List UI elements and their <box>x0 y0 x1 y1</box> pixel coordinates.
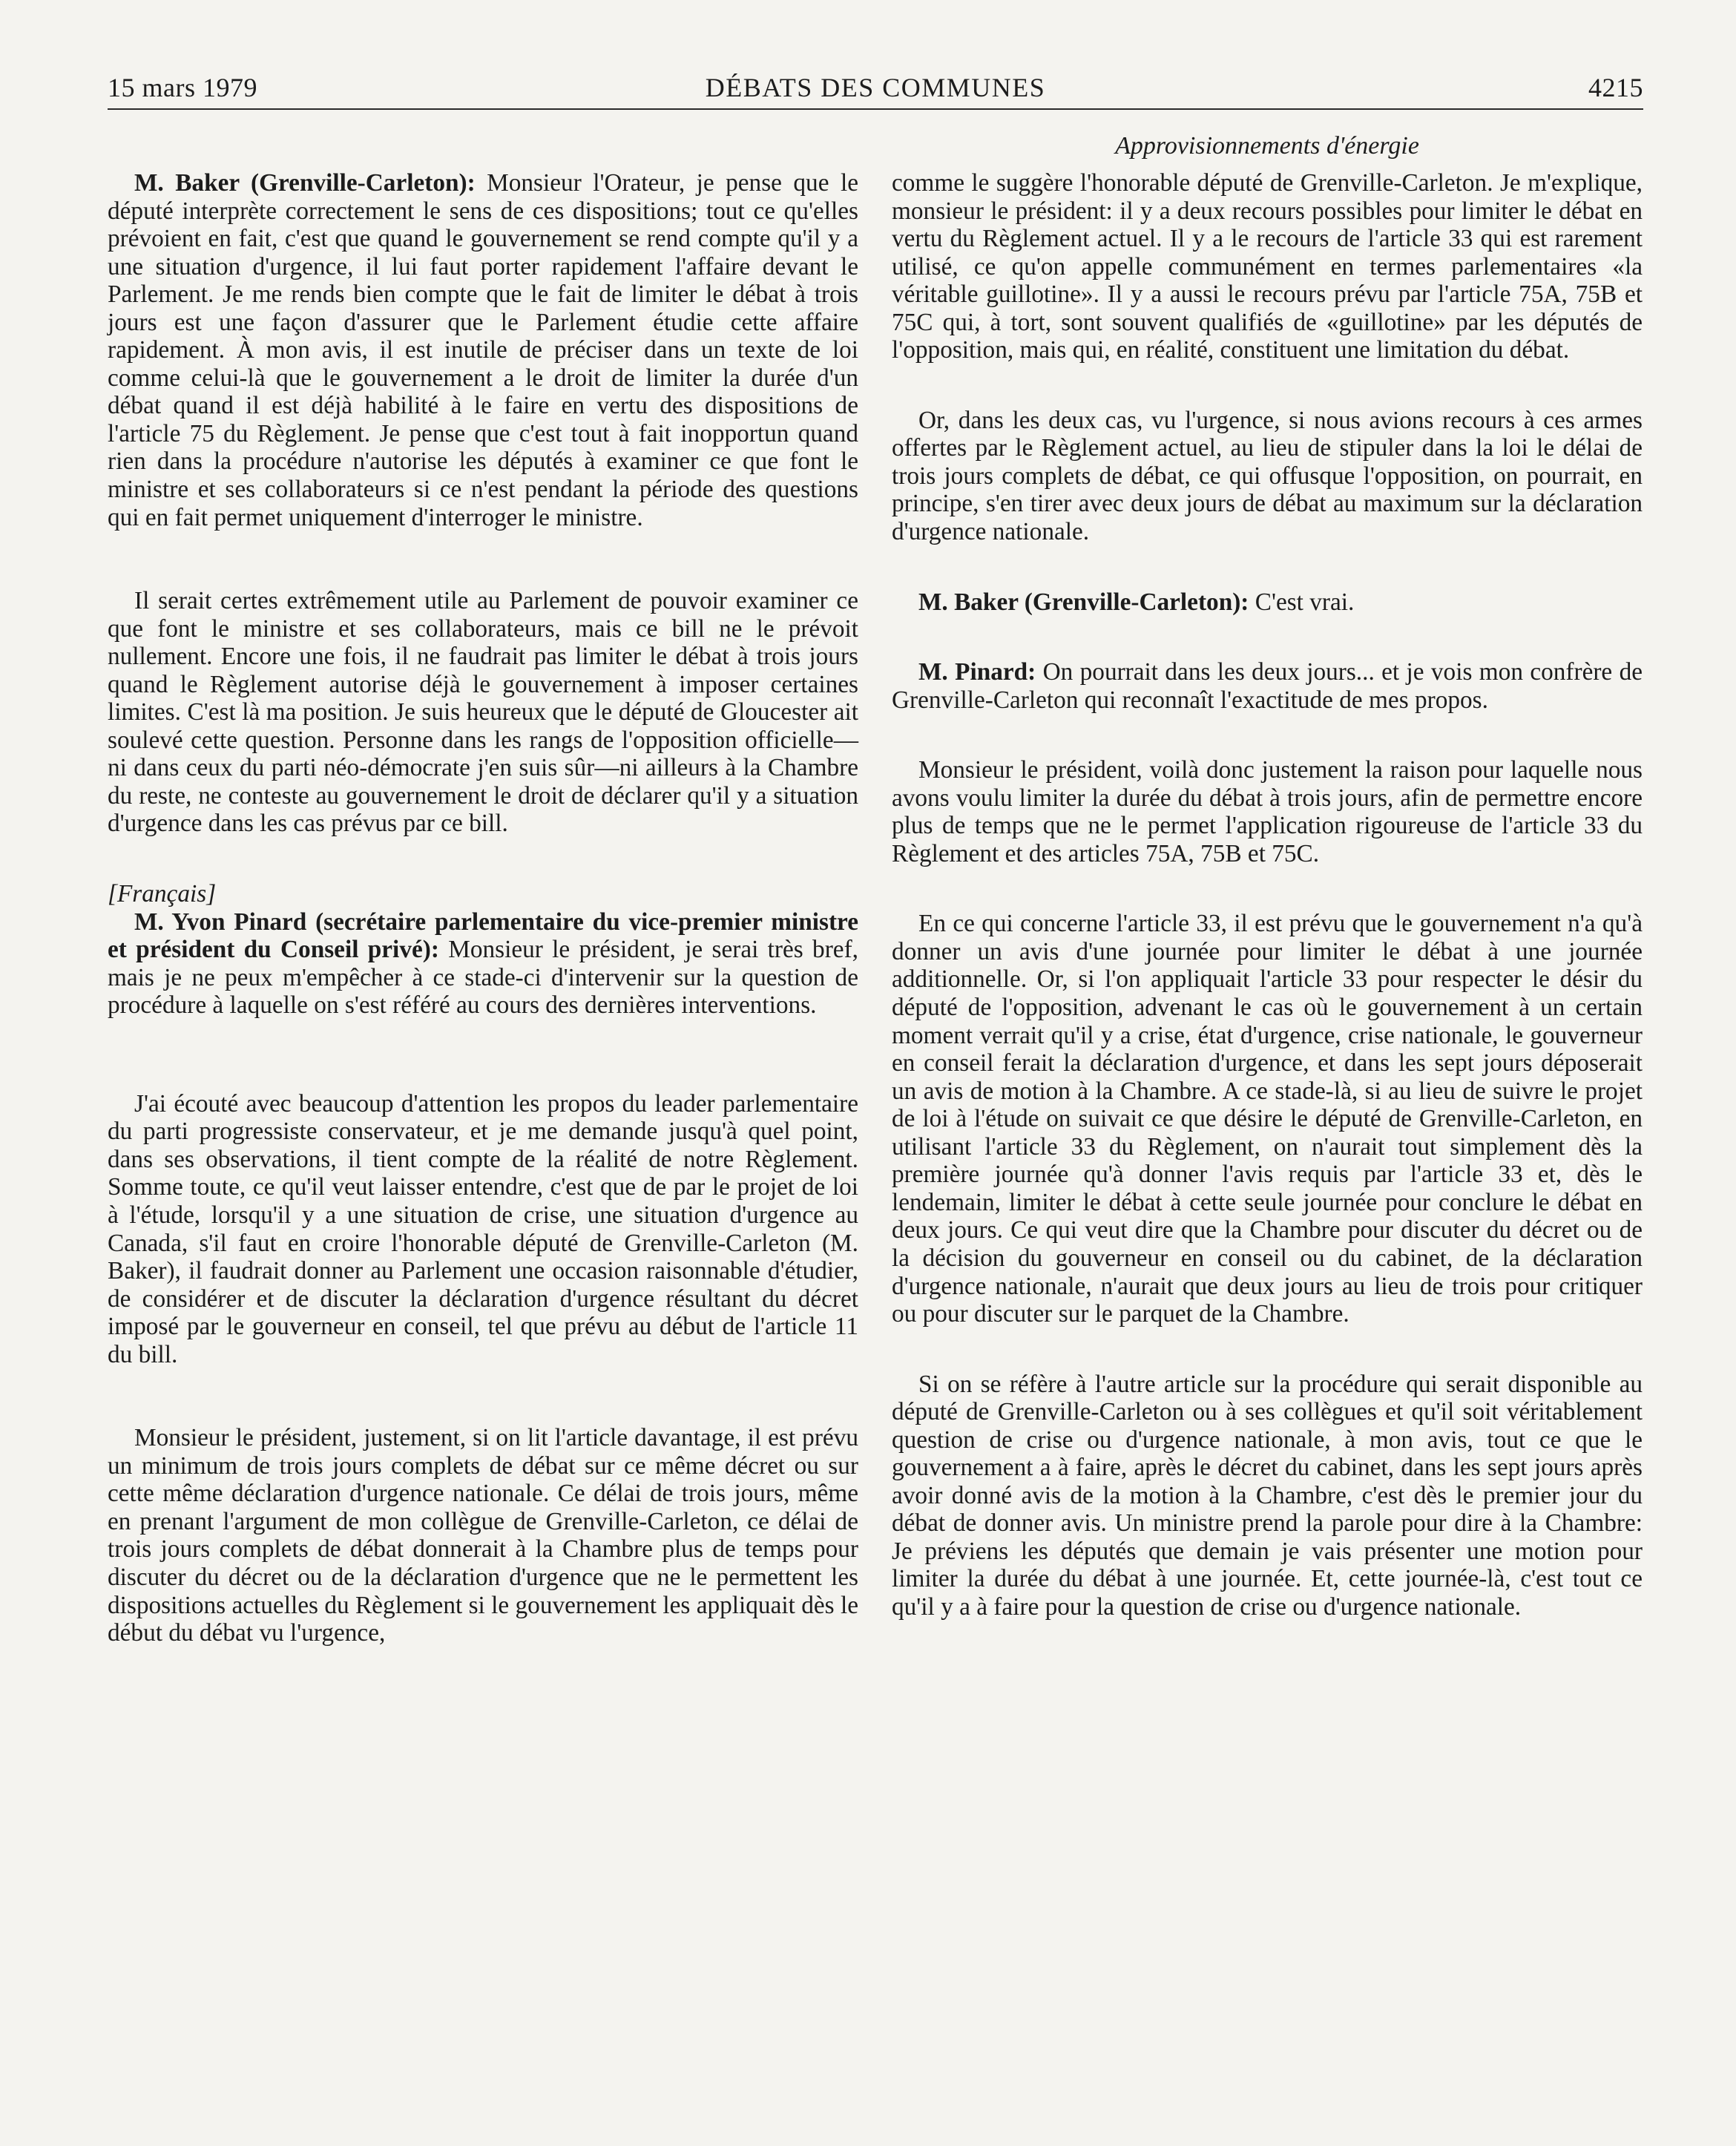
paragraph-text: Il serait certes extrêmement utile au Parlement de pouvoir examiner ce que font le ministre et ses collaborateurs, mais ce bill ne le prévoit nullement. Encore une fois, il ne faudrait pas limiter le débat à trois jours quand le Règlement autorise déjà le gouvernement à imposer certaines limites. C'est là ma position. Je suis heureux que le député de Gloucester ait soulevé cette question. Personne dans les rangs de l'opposition officielle—ni dans ceux du parti néo-démocrate j'en suis sûr—ni ailleurs à la Chambre du reste, ne conteste au gouvernement le droit de déclarer qu'il y a situation d'urgence dans les cas prévus par ce bill. <box>108 587 858 838</box>
paragraph <box>108 1424 858 1647</box>
right-column <box>892 169 1643 1621</box>
paragraph <box>892 169 1643 364</box>
paragraph-text: Or, dans les deux cas, vu l'urgence, si nous avions recours à ces armes offertes par le Règlement actuel, au lieu de stipuler dans la loi le délai de trois jours complets de débat, ce qui offusque l'opposition, on pourrait, en principe, s'en tirer avec deux jours de débat au maximum sur la déclaration d'urgence nationale. <box>892 406 1643 546</box>
paragraph <box>108 908 858 1020</box>
paragraph <box>892 1371 1643 1621</box>
language-marker: [Français] <box>108 880 217 908</box>
paragraph-text: J'ai écouté avec beaucoup d'attention les propos du leader parlementaire du parti progressiste conservateur, et je me demande jusqu'à quel point, dans ses observations, il tient compte de la réalité de notre Règlement. Somme toute, ce qu'il veut laisser entendre, c'est que de par le projet de loi à l'étude, lorsqu'il y a une situation de crise, une situation d'urgence au Canada, s'il faut en croire l'honorable député de Grenville-Carleton (M. Baker), il faudrait donner au Parlement une occasion raisonnable d'étudier, de considérer et de discuter la déclaration d'urgence résultant du décret imposé par le gouverneur en conseil, tel que prévu au début de l'article 11 du bill. <box>108 1089 858 1368</box>
paragraph <box>892 756 1643 867</box>
paragraph-text: On pourrait dans les deux jours... et je vois mon confrère de Grenville-Carleton qui reconnaît l'exactitude de mes propos. <box>892 658 1643 714</box>
paragraph-text: comme le suggère l'honorable député de Grenville-Carleton. Je m'explique, monsieur le président: il y a deux recours possibles pour limiter le débat en vertu du Règlement actuel. Il y a le recours de l'article 33 qui est rarement utilisé, ce qu'on appelle communément en termes parlementaires «la véritable guillotine». Il y a aussi le recours prévu par l'article 75A, 75B et 75C qui, à tort, sont souvent qualifiés de «guillotine» par les députés de l'opposition, mais qui, en réalité, constituent une limitation du débat. <box>892 169 1643 364</box>
header-title: DÉBATS DES COMMUNES <box>705 73 1046 102</box>
paragraph-text: Monsieur l'Orateur, je pense que le député interprète correctement le sens de ces dispositions; tout ce qu'elles prévoient en fait, c'est que quand le gouvernement se rend compte qu'il y a une situation d'urgence, il lui faut porter rapidement l'affaire devant le Parlement. Je me rends bien compte que le fait de limiter le débat à trois jours est une façon d'assurer que le Parlement étudie cette affaire rapidement. À mon avis, il est inutile de préciser dans un texte de loi comme celui-là que le gouvernement a le droit de limiter la durée d'un débat quand il est déjà habilité à le faire en vertu des dispositions de l'article 75 du Règlement. Je pense que c'est tout à fait inopportun quand rien dans la procédure n'autorise les députés à examiner ce que font le ministre et ses collaborateurs si ce n'est pendant la période des questions qui en fait permet uniquement d'interroger le ministre. <box>108 169 858 531</box>
paragraph-text: Monsieur le président, je serai très bref, mais je ne peux m'empêcher à ce stade-ci d'intervenir sur la question de procédure à laquelle on s'est référé au cours des dernières interventions. <box>108 936 858 1020</box>
header-date: 15 mars 1979 <box>108 73 257 102</box>
paragraph-text: C'est vrai. <box>1249 588 1355 616</box>
speaker-name: M. Pinard: <box>918 658 1036 686</box>
paragraph-text: Monsieur le président, justement, si on lit l'article davantage, il est prévu un minimum de trois jours complets de débat sur ce même décret ou sur cette même déclaration d'urgence nationale. Ce délai de trois jours, même en prenant l'argument de mon collègue de Grenville-Carleton, ce délai de trois jours complets de débat donnerait à la Chambre plus de temps pour discuter du décret ou de la déclaration d'urgence que ne le permettent les dispositions actuelles du Règlement si le gouvernement les appliquait dès le début du débat vu l'urgence, <box>108 1424 858 1647</box>
paragraph-text: En ce qui concerne l'article 33, il est prévu que le gouvernement n'a qu'à donner un avis d'une journée pour limiter le débat à une journée additionnelle. Or, si l'on appliquait l'article 33 pour respecter le désir du député de l'opposition, advenant le cas où le gouvernement à un certain moment verrait qu'il y a crise, état d'urgence, crise nationale, le gouverneur en conseil ferait la déclaration d'urgence, et dans les sept jours déposerait un avis de motion à la Chambre. A ce stade-là, si au lieu de suivre le projet de loi à l'étude on suivait ce que désire le député de Grenville-Carleton, en utilisant l'article 33 du Règlement, on n'aurait tout simplement dès la première journée qu'à donner l'avis requis par l'article 33 et, dès le lendemain, limiter le débat à cette seule journée pour conclure le débat en deux jours. Ce qui veut dire que la Chambre pour discuter du décret ou de la décision du gouverneur en conseil ou du cabinet, de la déclaration d'urgence nationale, n'aurait que deux jours au lieu de trois pour critiquer ou pour discuter sur le parquet de la Chambre. <box>892 910 1643 1328</box>
section-subheading: Approvisionnements d'énergie <box>1115 132 1419 160</box>
paragraph <box>892 910 1643 1328</box>
paragraph <box>108 1090 858 1368</box>
paragraph <box>108 169 858 531</box>
paragraph <box>892 658 1643 714</box>
paragraph <box>892 407 1643 546</box>
paragraph <box>108 587 858 838</box>
paragraph <box>892 588 1643 617</box>
header-rule <box>108 108 1643 110</box>
header-page-number: 4215 <box>1588 73 1643 102</box>
speaker-name: M. Yvon Pinard (secrétaire parlementaire du vice-premier ministre et président du Conseil privé): <box>108 908 858 964</box>
paragraph-text: Monsieur le président, voilà donc justement la raison pour laquelle nous avons voulu limiter la durée du débat à trois jours, afin de permettre encore plus de temps que ne le permet l'application rigoureuse de l'article 33 du Règlement et des articles 75A, 75B et 75C. <box>892 756 1643 867</box>
speaker-name: M. Baker (Grenville-Carleton): <box>918 588 1249 616</box>
left-column <box>108 169 858 1647</box>
speaker-name: M. Baker (Grenville-Carleton): <box>134 169 476 197</box>
paragraph-text: Si on se réfère à l'autre article sur la procédure qui serait disponible au député de Grenville-Carleton ou à ses collègues et qu'il soit véritablement question de crise ou d'urgence nationale, à mon avis, tout ce que le gouvernement a à faire, après le décret du cabinet, dans les sept jours après avoir donné avis de la motion à la Chambre, c'est dès le premier jour du débat de donner avis. Un ministre prend la parole pour dire à la Chambre: Je préviens les députés que demain je vais présenter une motion pour limiter la durée du débat à une journée. Et, cette journée-là, c'est tout ce qu'il y a à faire pour la question de crise ou d'urgence nationale. <box>892 1370 1643 1621</box>
page-header <box>108 71 1643 110</box>
